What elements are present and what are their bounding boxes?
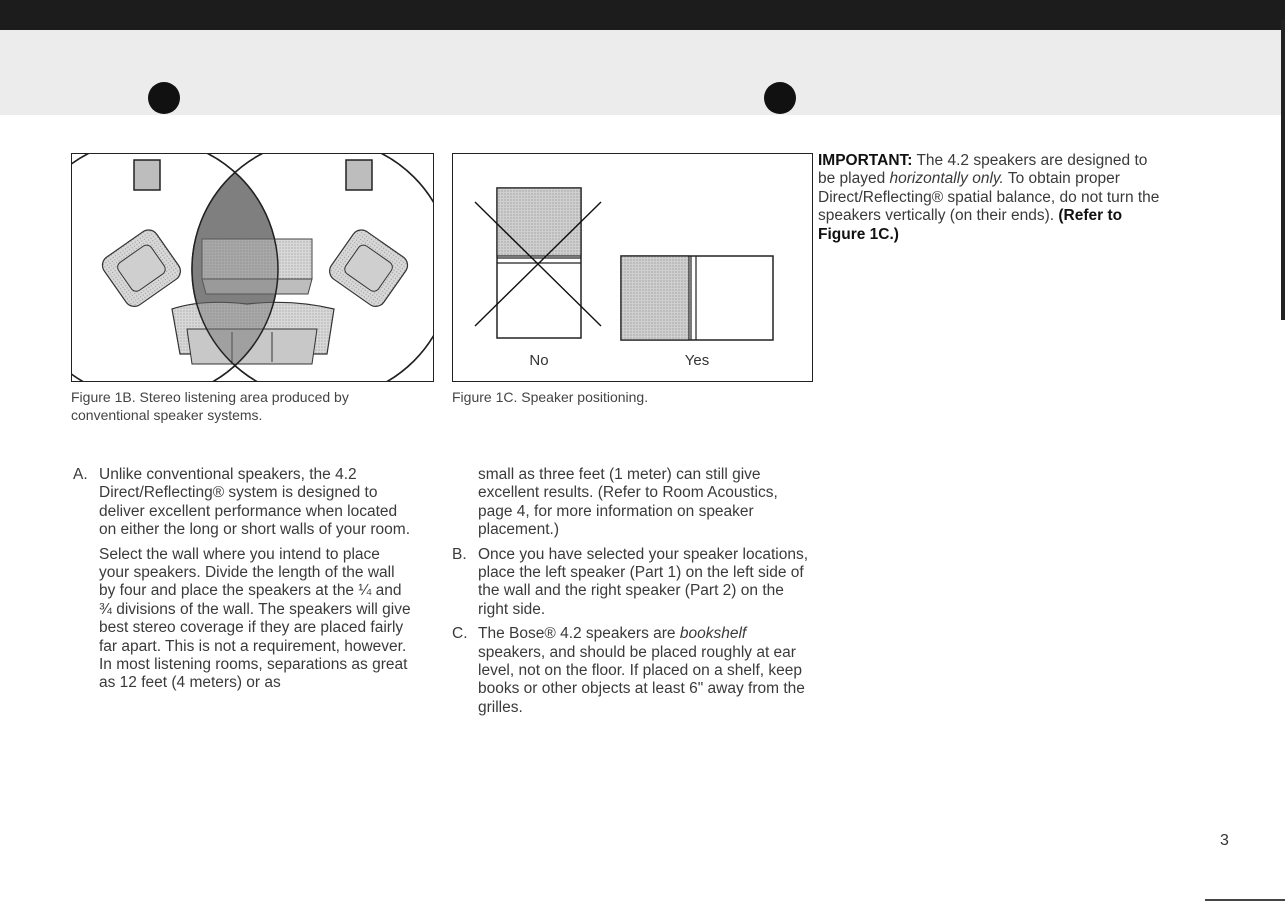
page-top-bar bbox=[0, 0, 1285, 30]
important-reference: (Refer to Figure 1C.) bbox=[818, 207, 1123, 243]
right-armchair bbox=[326, 226, 412, 310]
important-label: IMPORTANT: bbox=[818, 152, 913, 169]
page-top-band bbox=[0, 30, 1285, 115]
item-c bbox=[452, 625, 812, 717]
speaker-positioning-illustration bbox=[453, 154, 812, 381]
continued-paragraph: small as three feet (1 meter) can still give excellent results. (Refer to Room Acoustics, page 4, for more information on speaker placement.) bbox=[478, 466, 778, 539]
important-note bbox=[818, 152, 1163, 244]
figure-1c-caption: Figure 1C. Speaker positioning. bbox=[452, 389, 649, 405]
figure-1c bbox=[452, 153, 813, 382]
item-c-text-2: speakers, and should be placed roughly at ear level, not on the floor. If placed on a shelf, keep books or other objects at least 6" away from the grilles. bbox=[478, 643, 805, 716]
item-b-marker: B. bbox=[452, 545, 467, 563]
figure-1b-caption: Figure 1B. Stereo listening area produced by conventional speaker systems. bbox=[71, 389, 349, 423]
item-a-paragraph-1: Unlike conventional speakers, the 4.2 Direct/Reflecting® system is designed to deliver excellent performance when located on either the long or short walls of your room. bbox=[99, 466, 411, 539]
important-text-1: The 4.2 speakers are designed to be played bbox=[818, 152, 1148, 188]
binder-hole-left bbox=[148, 82, 180, 114]
label-yes: Yes bbox=[684, 352, 710, 369]
important-text-2: To obtain proper Direct/Reflecting® spatial balance, do not turn the speakers vertically (on their ends). bbox=[818, 170, 1160, 225]
item-c-marker: C. bbox=[452, 625, 468, 643]
item-a-paragraph-2: Select the wall where you intend to place your speakers. Divide the length of the wall by four and place the speakers at the ¼ and ¾ divisions of the wall. The speakers will give best stereo coverage if they are placed fairly far apart. This is not a requirement, however. In most listening rooms, separations as great as 12 feet (4 meters) or as bbox=[99, 545, 411, 692]
page-bottom-rule bbox=[1205, 899, 1285, 901]
right-speaker bbox=[346, 160, 372, 190]
horizontal-speaker-correct bbox=[621, 256, 773, 340]
listening-area-illustration bbox=[72, 154, 433, 381]
page-number: 3 bbox=[1220, 832, 1229, 849]
item-a bbox=[73, 466, 413, 693]
page-edge-shadow bbox=[1281, 20, 1285, 320]
vertical-speaker-wrong bbox=[475, 188, 601, 338]
binder-hole-right bbox=[764, 82, 796, 114]
column-2 bbox=[452, 466, 812, 723]
important-emphasis: horizontally only. bbox=[889, 170, 1004, 188]
left-speaker bbox=[134, 160, 160, 190]
item-c-text-1: The Bose® 4.2 speakers are bbox=[478, 625, 680, 643]
figure-1b bbox=[71, 153, 434, 382]
item-b-text: Once you have selected your speaker locations, place the left speaker (Part 1) on the left side of the wall and the right speaker (Part 2) on the right side. bbox=[478, 545, 808, 618]
label-no: No bbox=[529, 352, 549, 369]
item-b bbox=[452, 546, 812, 620]
item-c-emphasis: bookshelf bbox=[679, 625, 747, 643]
item-a-marker: A. bbox=[73, 466, 88, 483]
column-1 bbox=[73, 466, 413, 699]
left-armchair bbox=[99, 226, 185, 310]
item-c-text bbox=[478, 625, 812, 717]
